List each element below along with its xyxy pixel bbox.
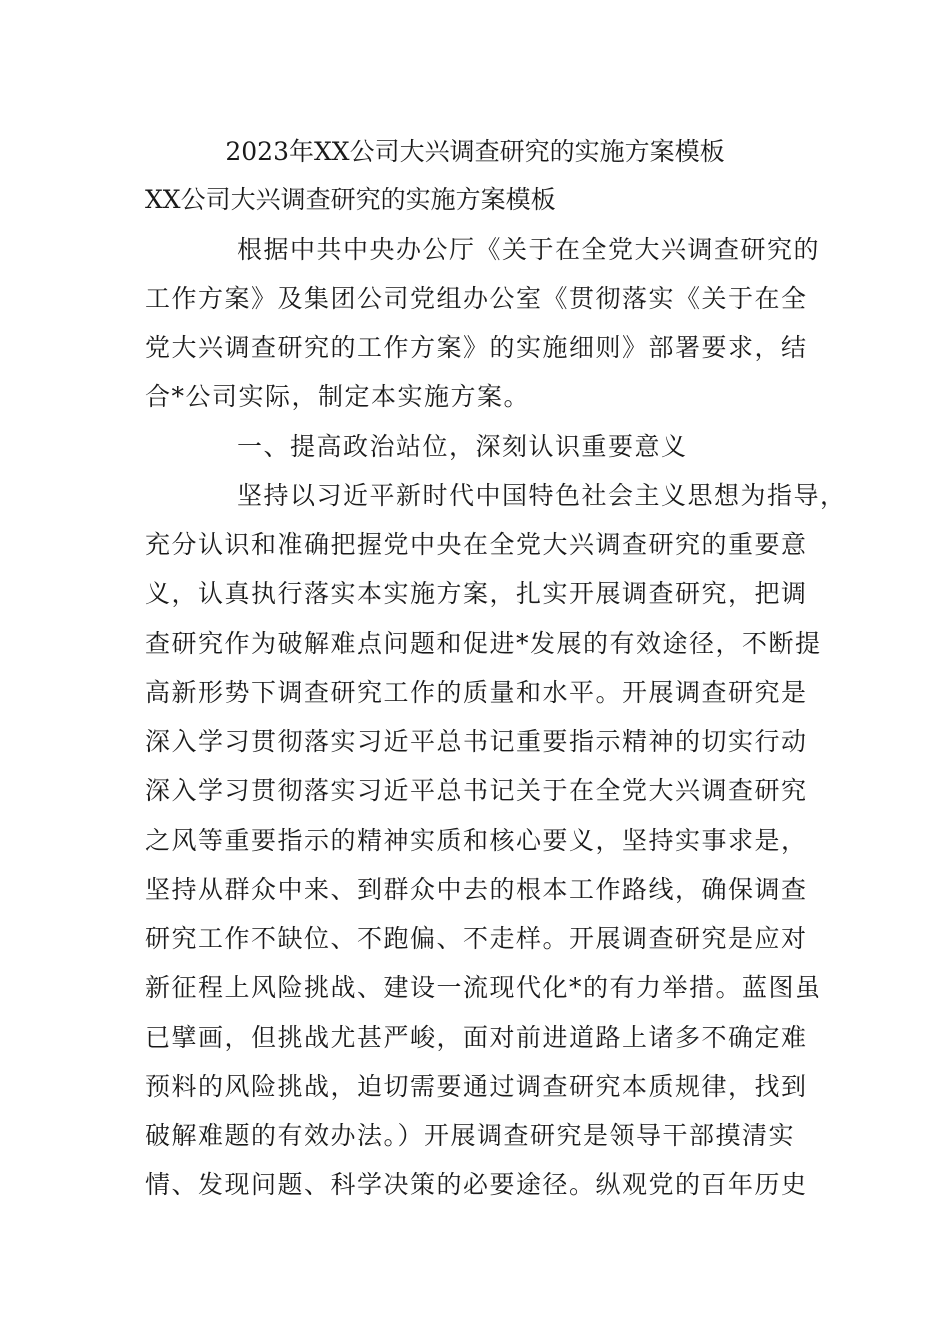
body-line-18: 预料的风险挑战，迫切需要通过调查研究本质规律，找到	[145, 1072, 808, 1101]
body-line-11: 深入学习贯彻落实习近平总书记重要指示精神的切实行动	[145, 727, 808, 756]
body-line-7: 充分认识和准确把握党中央在全党大兴调查研究的重要意	[145, 530, 808, 559]
body-line-19: 破解难题的有效办法。）开展调查研究是领导干部摸清实	[145, 1121, 796, 1150]
body-line-15: 研究工作不缺位、不跑偏、不走样。开展调查研究是应对	[145, 924, 808, 953]
document-subtitle: XX公司大兴调查研究的实施方案模板	[145, 185, 556, 214]
body-line-17: 已擘画，但挑战尤甚严峻，面对前进道路上诸多不确定难	[145, 1023, 808, 1052]
body-line-8: 义，认真执行落实本实施方案，扎实开展调查研究，把调	[145, 579, 808, 608]
body-line-3: 党大兴调查研究的工作方案》的实施细则》部署要求，结	[145, 333, 808, 362]
body-line-2: 工作方案》及集团公司党组办公室《贯彻落实《关于在全	[145, 284, 808, 313]
body-line-9: 查研究作为破解难点问题和促进*发展的有效途径，不断提	[145, 629, 822, 658]
body-line-12: 深入学习贯彻落实习近平总书记关于在全党大兴调查研究	[145, 776, 808, 805]
body-line-10: 高新形势下调查研究工作的质量和水平。开展调查研究是	[145, 678, 808, 707]
body-line-1: 根据中共中央办公厅《关于在全党大兴调查研究的	[237, 235, 821, 264]
body-line-16: 新征程上风险挑战、建设一流现代化*的有力举措。蓝图虽	[145, 973, 822, 1002]
body-line-4: 合*公司实际，制定本实施方案。	[145, 382, 531, 411]
document-title: 2023年XX公司大兴调查研究的实施方案模板	[225, 137, 725, 166]
body-line-14: 坚持从群众中来、到群众中去的根本工作路线，确保调查	[145, 875, 808, 904]
body-line-6: 坚持以习近平新时代中国特色社会主义思想为指导，	[237, 481, 847, 510]
body-line-20: 情、发现问题、科学决策的必要途径。纵观党的百年历史	[145, 1170, 808, 1199]
body-line-13: 之风等重要指示的精神实质和核心要义，坚持实事求是，	[145, 826, 808, 855]
section-heading-1: 一、提高政治站位，深刻认识重要意义	[237, 432, 688, 461]
